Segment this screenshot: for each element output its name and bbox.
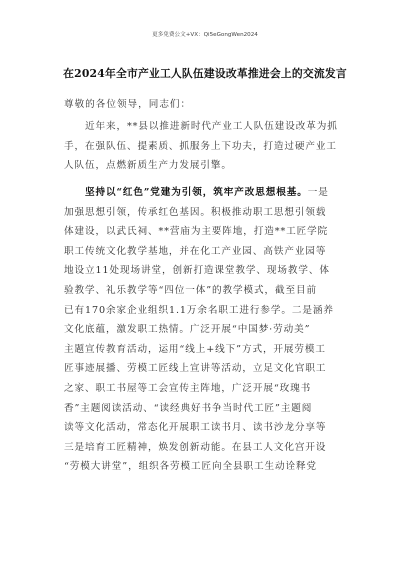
section-heading-tail: 一是 [307,187,329,198]
paragraph-line: 体建设，以武氏祠、**营庙为主要阵地，打造**工匠学院 [64,226,329,238]
paragraph-line: 职工传统文化教学基地，并在化工产业园、高铁产业园等 [64,245,327,257]
document-title: 在2024年全市产业工人队伍建设改革推进会上的交流发言 [63,67,347,80]
paragraph-line: 文化底蕴，激发职工热情。广泛开展“中国梦·劳动美” [64,324,311,336]
paragraph-line: “劳模大讲堂”，组织各劳模工匠向全县职工生动诠释党 [64,461,317,473]
salutation: 尊敬的各位领导，同志们： [64,99,192,110]
paragraph-line: 加强思想引领，传承红色基因。积极推动职工思想引领载 [64,206,327,218]
section-heading: 坚持以“红色”党建为引领，筑牢产改思想根基。 [64,187,308,198]
paragraph-line: 近年来，**县以推进新时代产业工人队伍建设改革为抓 [64,121,338,132]
paragraph-section-one [64,183,364,477]
section-heading-line [64,183,364,203]
paragraph-line: 验教学、礼乐教学等“四位一体”的教学模式，截至目前 [64,284,317,296]
paragraph-line: 手，在强队伍、提素质、抓服务上下功夫，打造过硬产业工 [64,140,337,152]
page-header: 更多免费公文+VX：Qi5eGongWen2024 [152,32,258,38]
paragraph-line: 地设立11处现场讲堂，创新打造课堂教学、现场教学、体 [64,265,330,277]
paragraph-line: 之家、职工书屋等工会宣传主阵地，广泛开展“玫瑰书 [64,382,312,394]
paragraph-line: 人队伍，点燃新质生产力发展引擎。 [64,160,232,172]
paragraph-line: 匠事迹展播、劳模工匠线上宣讲等活动，立足文化官职工 [64,363,327,375]
paragraph-line: 三是培育工匠精神，焕发创新动能。在县工人文化宫开设 [64,441,327,453]
paragraph-line: 香”主题阅读活动、“读经典好书争当时代工匠”主题阅 [64,402,313,414]
paragraph-line: 读等文化活动，常态化开展职工读书月、读书沙龙分享等 [64,422,327,434]
paragraph-line: 已有170余家企业组织1.1万余名职工进行参学。二是涵养 [64,304,334,316]
paragraph-line: 主题宣传教育活动，运用“线上+线下”方式，开展劳模工 [64,343,326,355]
paragraph-intro [64,117,364,176]
